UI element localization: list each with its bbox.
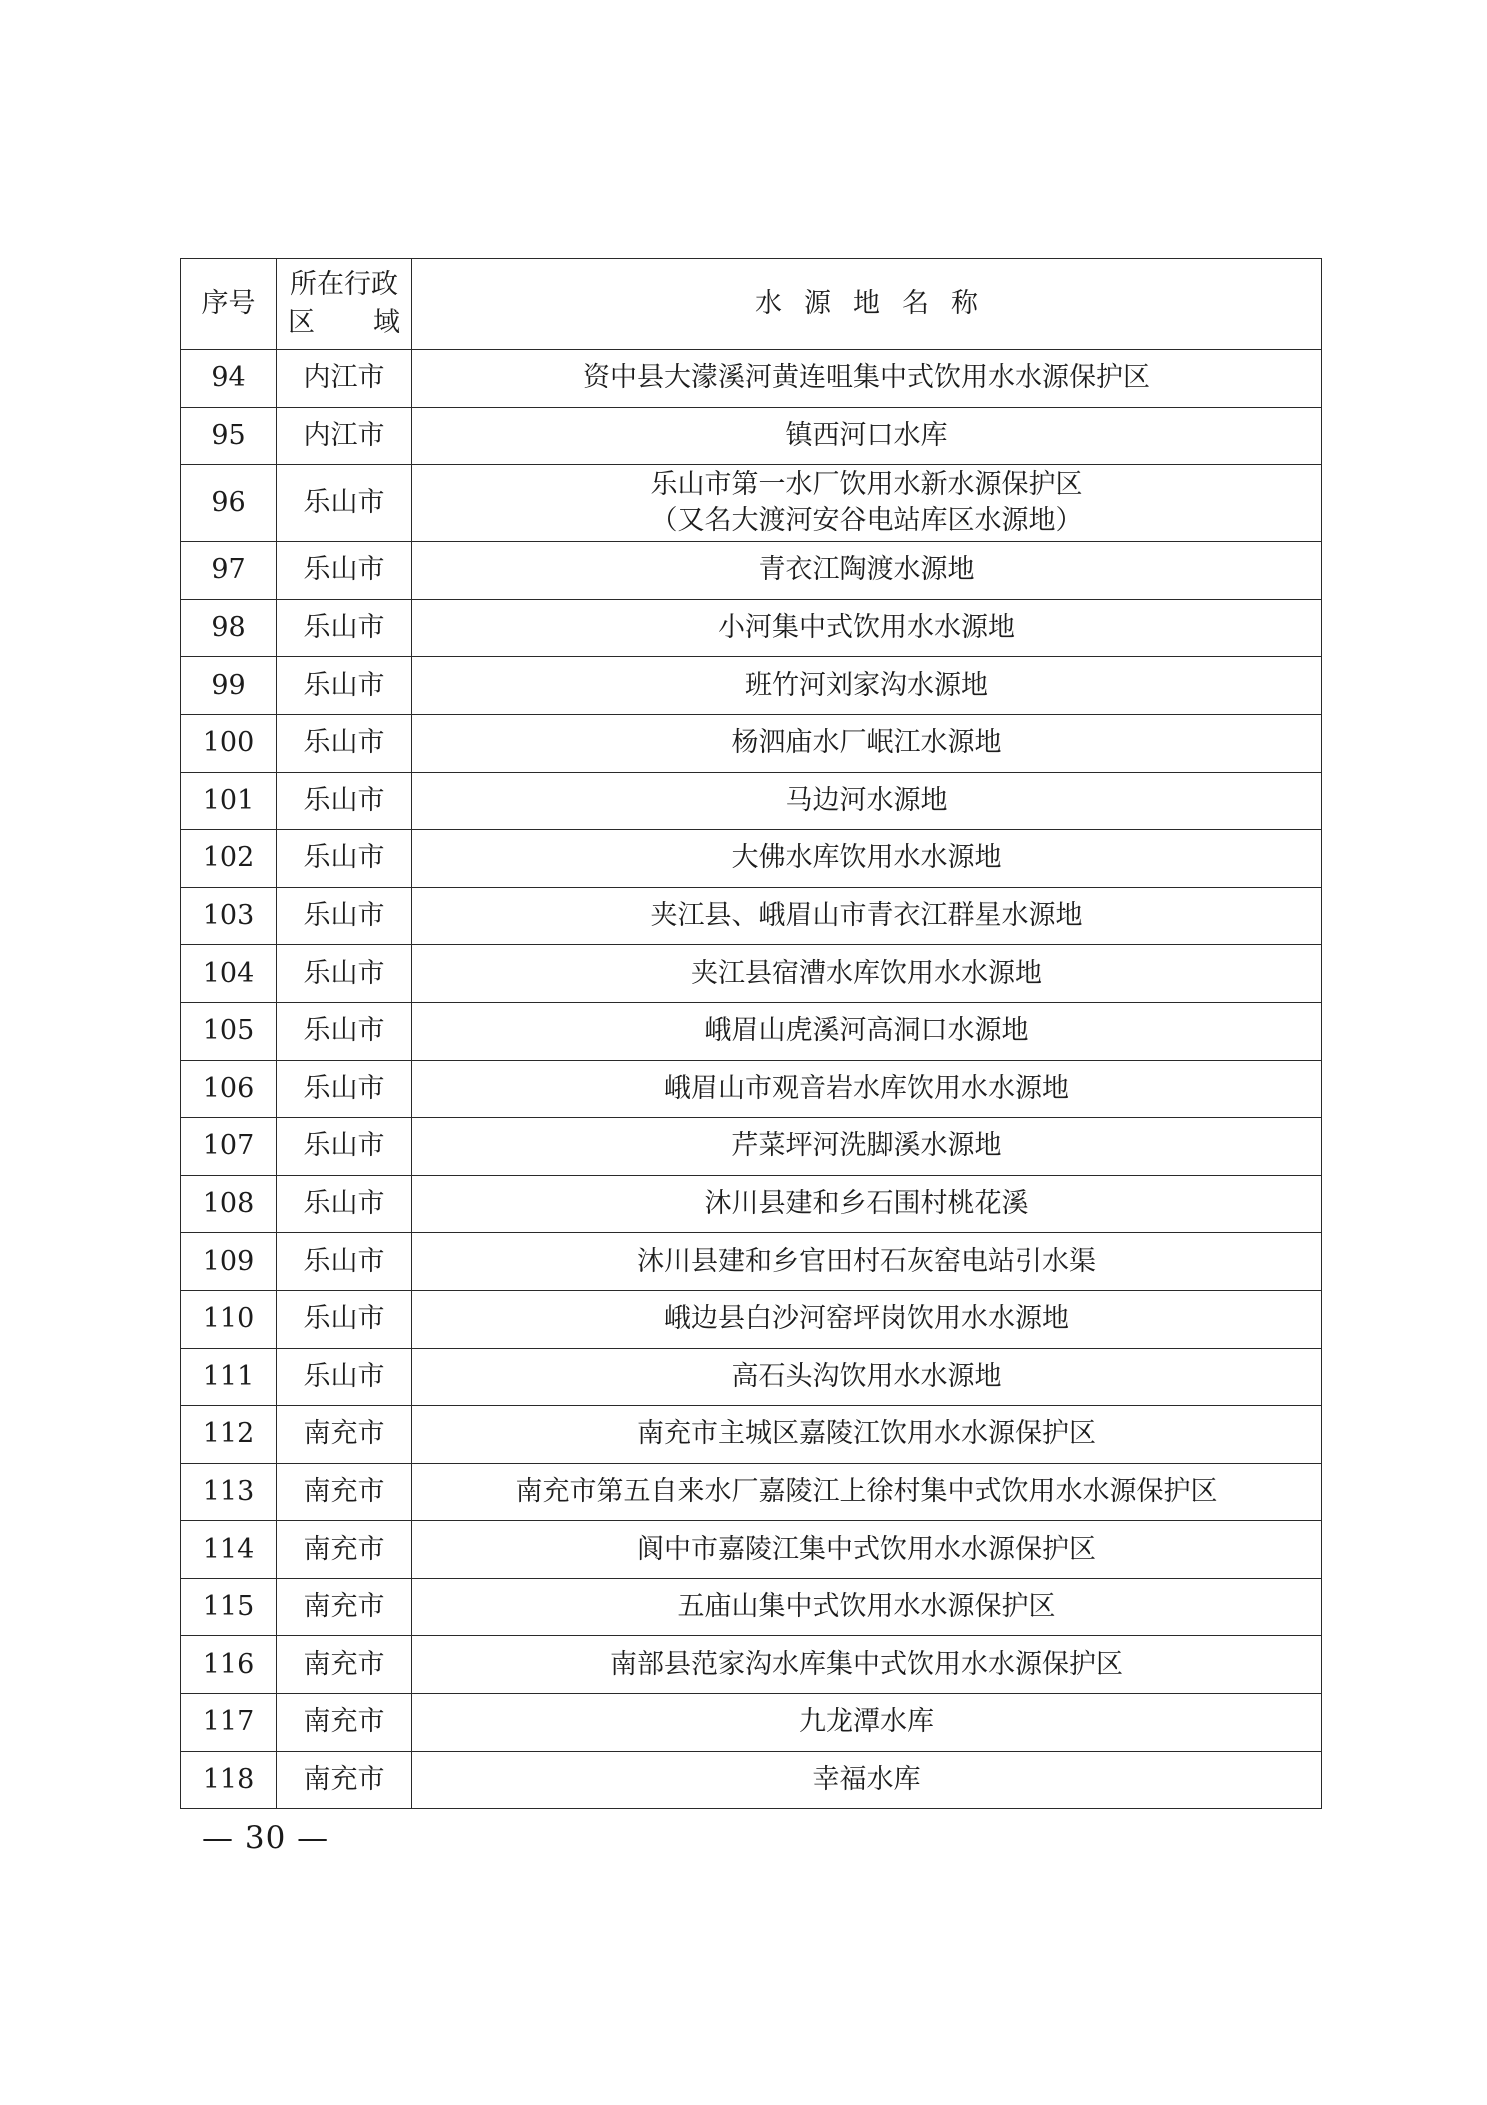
row-source-name: [412, 1002, 1322, 1060]
row-number: 117: [181, 1694, 277, 1752]
row-region: 南充市: [277, 1578, 412, 1636]
source-name-line: 小河集中式饮用水水源地: [718, 612, 1015, 644]
table-row: [181, 1751, 1322, 1809]
row-region: 乐山市: [277, 1348, 412, 1406]
row-source-name: [412, 1521, 1322, 1579]
row-region: 内江市: [277, 350, 412, 408]
source-name-line: 班竹河刘家沟水源地: [745, 669, 988, 701]
row-number: 111: [181, 1348, 277, 1406]
row-number: 101: [181, 772, 277, 830]
row-number: 97: [181, 542, 277, 600]
source-name-line: 杨泗庙水厂岷江水源地: [731, 727, 1002, 759]
source-name-line: 大佛水库饮用水水源地: [731, 842, 1002, 874]
row-number: 108: [181, 1175, 277, 1233]
row-number: 103: [181, 887, 277, 945]
table-row: [181, 1406, 1322, 1464]
table-row: [181, 1521, 1322, 1579]
row-region: 乐山市: [277, 772, 412, 830]
source-name-line: 幸福水库: [812, 1763, 921, 1795]
table-row: [181, 1233, 1322, 1291]
row-region: 乐山市: [277, 945, 412, 1003]
row-source-name: [412, 1694, 1322, 1752]
row-region: 乐山市: [277, 887, 412, 945]
row-number: 114: [181, 1521, 277, 1579]
row-number: 109: [181, 1233, 277, 1291]
source-name-line: 峨眉山市观音岩水库饮用水水源地: [664, 1072, 1069, 1104]
row-source-name: [412, 599, 1322, 657]
table-row: [181, 887, 1322, 945]
row-region: 内江市: [277, 407, 412, 465]
row-number: 113: [181, 1463, 277, 1521]
table-row: [181, 1463, 1322, 1521]
row-number: 98: [181, 599, 277, 657]
source-name-line: 峨边县白沙河窑坪岗饮用水水源地: [664, 1303, 1069, 1335]
row-region: 乐山市: [277, 542, 412, 600]
row-source-name: [412, 1463, 1322, 1521]
header-region-line1: 所在行政: [290, 269, 398, 300]
source-name-line: 高石头沟饮用水水源地: [731, 1360, 1002, 1392]
row-region: 乐山市: [277, 657, 412, 715]
table-row: [181, 1118, 1322, 1176]
row-number: 94: [181, 350, 277, 408]
table-row: [181, 465, 1322, 542]
table-row: [181, 1578, 1322, 1636]
row-number: 116: [181, 1636, 277, 1694]
row-source-name: [412, 1060, 1322, 1118]
row-source-name: [412, 1406, 1322, 1464]
row-number: 118: [181, 1751, 277, 1809]
table-row: [181, 830, 1322, 888]
source-name-line: 南部县范家沟水库集中式饮用水水源保护区: [610, 1648, 1123, 1680]
source-name-line: 峨眉山虎溪河高洞口水源地: [704, 1015, 1029, 1047]
source-name-line: 南充市第五自来水厂嘉陵江上徐村集中式饮用水水源保护区: [515, 1475, 1218, 1507]
header-region-line2-wrap: [288, 304, 400, 342]
source-name-line: 阆中市嘉陵江集中式饮用水水源保护区: [637, 1533, 1096, 1565]
table-row: [181, 945, 1322, 1003]
row-number: 106: [181, 1060, 277, 1118]
row-source-name: [412, 1175, 1322, 1233]
table-row: [181, 1694, 1322, 1752]
table-row: [181, 1290, 1322, 1348]
table-row: [181, 772, 1322, 830]
header-number: 序号: [181, 259, 277, 350]
header-region: [277, 259, 412, 350]
row-number: 96: [181, 465, 277, 542]
table-row: [181, 714, 1322, 772]
table-row: [181, 1175, 1322, 1233]
source-name-line: 乐山市第一水厂饮用水新水源保护区: [650, 469, 1083, 501]
source-name-line: 马边河水源地: [785, 784, 948, 816]
row-source-name: [412, 657, 1322, 715]
row-source-name: [412, 1233, 1322, 1291]
source-name-line: 镇西河口水库: [785, 419, 948, 451]
row-region: 南充市: [277, 1406, 412, 1464]
header-row: [181, 259, 1322, 350]
source-name-line: 青衣江陶渡水源地: [758, 554, 975, 586]
row-region: 南充市: [277, 1463, 412, 1521]
row-region: 乐山市: [277, 1118, 412, 1176]
row-region: 乐山市: [277, 1002, 412, 1060]
row-source-name: [412, 1290, 1322, 1348]
row-number: 100: [181, 714, 277, 772]
row-number: 110: [181, 1290, 277, 1348]
row-source-name: [412, 830, 1322, 888]
row-region: 乐山市: [277, 465, 412, 542]
source-name-line: 九龙潭水库: [799, 1706, 934, 1738]
row-number: 99: [181, 657, 277, 715]
row-region: 南充市: [277, 1521, 412, 1579]
row-region: 乐山市: [277, 1290, 412, 1348]
source-name-line: 芹菜坪河洗脚溪水源地: [731, 1130, 1002, 1162]
row-source-name: [412, 350, 1322, 408]
source-name-line: （又名大渡河安谷电站库区水源地）: [650, 505, 1083, 537]
table-body: [181, 350, 1322, 1809]
row-region: 南充市: [277, 1636, 412, 1694]
header-region-char-a: 区: [288, 307, 315, 338]
row-source-name: [412, 945, 1322, 1003]
row-source-name: [412, 465, 1322, 542]
row-region: 乐山市: [277, 830, 412, 888]
row-region: 乐山市: [277, 714, 412, 772]
source-name-line: 夹江县宿漕水库饮用水水源地: [691, 957, 1042, 989]
table-row: [181, 1348, 1322, 1406]
table-row: [181, 542, 1322, 600]
table-row: [181, 599, 1322, 657]
row-source-name: [412, 714, 1322, 772]
row-region: 乐山市: [277, 1233, 412, 1291]
row-number: 112: [181, 1406, 277, 1464]
source-name-line: 五庙山集中式饮用水水源保护区: [677, 1591, 1056, 1623]
source-name-line: 沐川县建和乡官田村石灰窑电站引水渠: [637, 1245, 1096, 1277]
header-name-text: 水源地名称: [755, 288, 1000, 319]
row-number: 115: [181, 1578, 277, 1636]
header-name: [412, 259, 1322, 350]
row-source-name: [412, 1636, 1322, 1694]
row-source-name: [412, 772, 1322, 830]
header-region-char-b: 域: [373, 307, 400, 338]
row-number: 105: [181, 1002, 277, 1060]
row-region: 南充市: [277, 1694, 412, 1752]
row-source-name: [412, 1118, 1322, 1176]
header-region-line2: [277, 304, 411, 342]
row-region: 南充市: [277, 1751, 412, 1809]
source-name-line: 资中县大濛溪河黄连咀集中式饮用水水源保护区: [583, 362, 1150, 394]
row-source-name: [412, 1578, 1322, 1636]
row-source-name: [412, 887, 1322, 945]
table-row: [181, 350, 1322, 408]
row-source-name: [412, 1751, 1322, 1809]
page-number: — 30 —: [202, 1820, 330, 1856]
table-header: [181, 259, 1322, 350]
source-name-line: 南充市主城区嘉陵江饮用水水源保护区: [637, 1418, 1096, 1450]
table-row: [181, 1060, 1322, 1118]
water-source-table: [180, 258, 1322, 1809]
row-number: 107: [181, 1118, 277, 1176]
row-number: 102: [181, 830, 277, 888]
source-name-line: 沐川县建和乡石围村桃花溪: [704, 1188, 1029, 1220]
row-source-name: [412, 407, 1322, 465]
table-row: [181, 407, 1322, 465]
row-source-name: [412, 542, 1322, 600]
table-row: [181, 1002, 1322, 1060]
source-name-line: 夹江县、峨眉山市青衣江群星水源地: [650, 900, 1083, 932]
row-source-name: [412, 1348, 1322, 1406]
table-row: [181, 657, 1322, 715]
table-row: [181, 1636, 1322, 1694]
row-number: 104: [181, 945, 277, 1003]
row-region: 乐山市: [277, 599, 412, 657]
row-region: 乐山市: [277, 1175, 412, 1233]
row-region: 乐山市: [277, 1060, 412, 1118]
row-number: 95: [181, 407, 277, 465]
